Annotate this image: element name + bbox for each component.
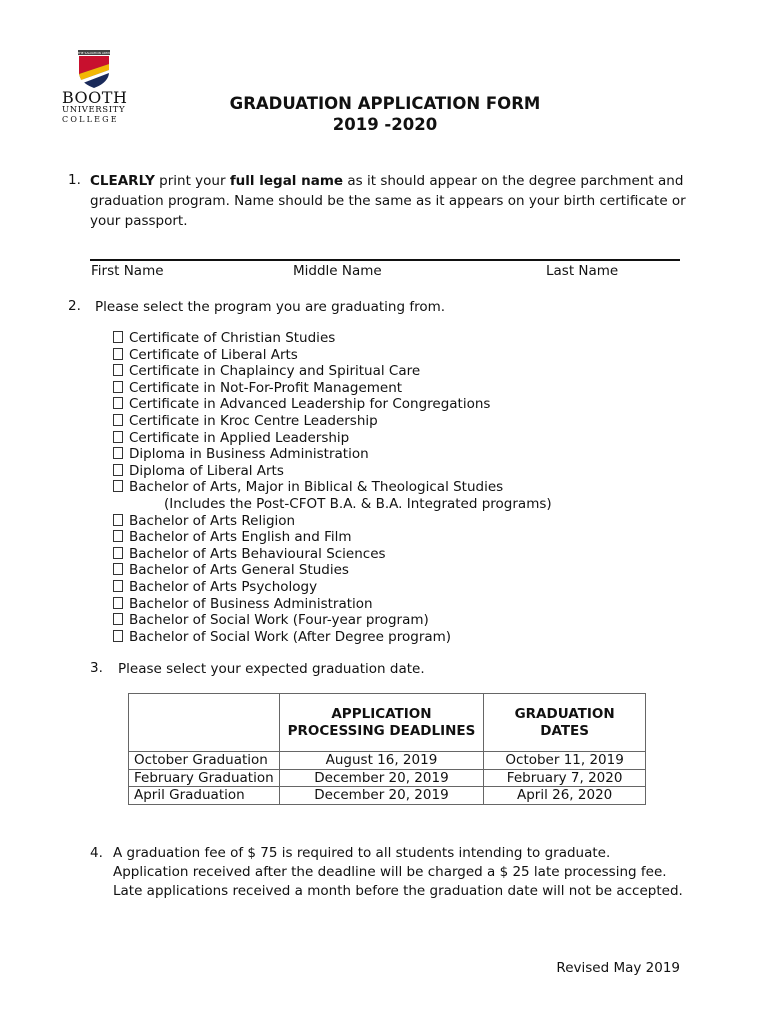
checkbox-icon[interactable] [113,464,123,476]
checkbox-icon[interactable] [113,514,123,526]
graduation-name: April Graduation [129,787,280,805]
q1-clearly: CLEARLY [90,173,155,189]
revised-date: Revised May 2019 [556,960,680,976]
last-name-label: Last Name [546,263,619,279]
program-item[interactable] [113,413,552,430]
date-cell: February 7, 2020 [484,769,646,787]
table-row[interactable] [129,787,646,805]
name-signature-line[interactable] [90,259,680,261]
checkbox-icon[interactable] [113,348,123,360]
deadline-cell: August 16, 2019 [279,752,484,770]
checkbox-icon[interactable] [113,613,123,625]
checkbox-icon[interactable] [113,414,123,426]
middle-name-label: Middle Name [293,263,382,279]
q3-number: 3. [90,660,103,676]
date-cell: October 11, 2019 [484,752,646,770]
title-line1: GRADUATION APPLICATION FORM [229,94,541,113]
checkbox-icon[interactable] [113,597,123,609]
date-header: GRADUATION DATES [484,694,646,752]
form-title [0,93,770,135]
graduation-dates-table [128,693,646,805]
program-item[interactable] [113,546,552,563]
program-item[interactable] [113,596,552,613]
checkbox-icon[interactable] [113,580,123,592]
first-name-label: First Name [91,263,164,279]
deadline-cell: December 20, 2019 [279,787,484,805]
table-row[interactable] [129,752,646,770]
program-label: Bachelor of Arts, Major in Biblical & Theological Studies [129,479,504,496]
q1-text [90,171,690,231]
logo-banner-text: THE SALVATION ARMY [78,51,110,55]
checkbox-icon[interactable] [113,630,123,642]
program-label: Certificate in Chaplaincy and Spiritual Care [129,363,421,380]
q4-number: 4. [90,845,103,861]
ba-note: (Includes the Post-CFOT B.A. & B.A. Integrated programs) [164,495,552,512]
program-label: Bachelor of Social Work (After Degree program) [129,628,452,645]
program-label: Diploma in Business Administration [129,446,369,463]
checkbox-icon[interactable] [113,397,123,409]
program-label: Bachelor of Arts Behavioural Sciences [129,545,386,562]
program-label: Certificate of Christian Studies [129,330,336,346]
program-item[interactable] [113,430,552,447]
q1-t2: as it should appear on the degree parchment and graduation program. Name should be the same as it appears on your birth certificate or your passport. [90,173,686,229]
program-label: Bachelor of Arts Psychology [129,578,318,595]
program-label: Bachelor of Social Work (Four-year program) [129,612,429,629]
program-label: Diploma of Liberal Arts [129,462,284,479]
logo-line3: COLLEGE [62,115,119,124]
deadline-cell: December 20, 2019 [279,769,484,787]
checkbox-icon[interactable] [113,447,123,459]
program-item[interactable] [113,479,552,496]
graduation-name: February Graduation [129,769,280,787]
checkbox-icon[interactable] [113,331,123,343]
program-item[interactable] [113,629,552,646]
logo-name: BOOTH [62,88,128,107]
program-list [113,330,552,645]
q3-text: Please select your expected graduation date. [118,661,425,677]
q1-full-legal-name: full legal name [229,173,344,189]
table-header-row [129,694,646,752]
program-item[interactable] [113,330,552,347]
checkbox-icon[interactable] [113,563,123,575]
program-label: Bachelor of Arts General Studies [129,562,349,579]
program-item[interactable] [113,396,552,413]
program-label: Bachelor of Business Administration [129,595,373,612]
q2-number: 2. [68,298,81,314]
program-label: Certificate of Liberal Arts [129,346,298,363]
program-label: Certificate in Not-For-Profit Management [129,379,403,396]
q2-text: Please select the program you are graduating from. [95,299,446,315]
program-label: Bachelor of Arts English and Film [129,529,352,546]
checkbox-icon[interactable] [113,431,123,443]
logo-line2: UNIVERSITY [62,105,126,115]
program-item[interactable] [113,463,552,480]
graduation-name: October Graduation [129,752,280,770]
q4-text: A graduation fee of $ 75 is required to all students intending to graduate. Application received after the deadline will be charged a $ 25 late processing fee. Late applications received a month before the graduation date will not be accepted. [113,845,683,899]
shield-crest-icon [78,50,110,88]
program-item[interactable] [113,612,552,629]
q1-t1: print your [154,173,230,189]
program-item[interactable] [113,513,552,530]
program-item[interactable] [113,363,552,380]
date-cell: April 26, 2020 [484,787,646,805]
checkbox-icon[interactable] [113,547,123,559]
title-line2: 2019 -2020 [332,115,438,134]
q1-number: 1. [68,172,81,188]
program-item[interactable] [113,446,552,463]
program-item[interactable] [113,380,552,397]
program-label: Certificate in Advanced Leadership for Congregations [129,396,491,413]
checkbox-icon[interactable] [113,364,123,376]
program-item[interactable] [113,562,552,579]
checkbox-icon[interactable] [113,480,123,492]
program-label: Certificate in Kroc Centre Leadership [129,412,378,429]
checkbox-icon[interactable] [113,381,123,393]
program-item[interactable] [113,529,552,546]
checkbox-icon[interactable] [113,530,123,542]
table-header-empty [129,694,280,752]
program-item[interactable] [113,347,552,364]
program-item[interactable] [113,579,552,596]
deadline-header: APPLICATION PROCESSING DEADLINES [279,694,484,752]
program-label: Bachelor of Arts Religion [129,512,296,529]
table-row[interactable] [129,769,646,787]
program-label: Certificate in Applied Leadership [129,429,350,446]
